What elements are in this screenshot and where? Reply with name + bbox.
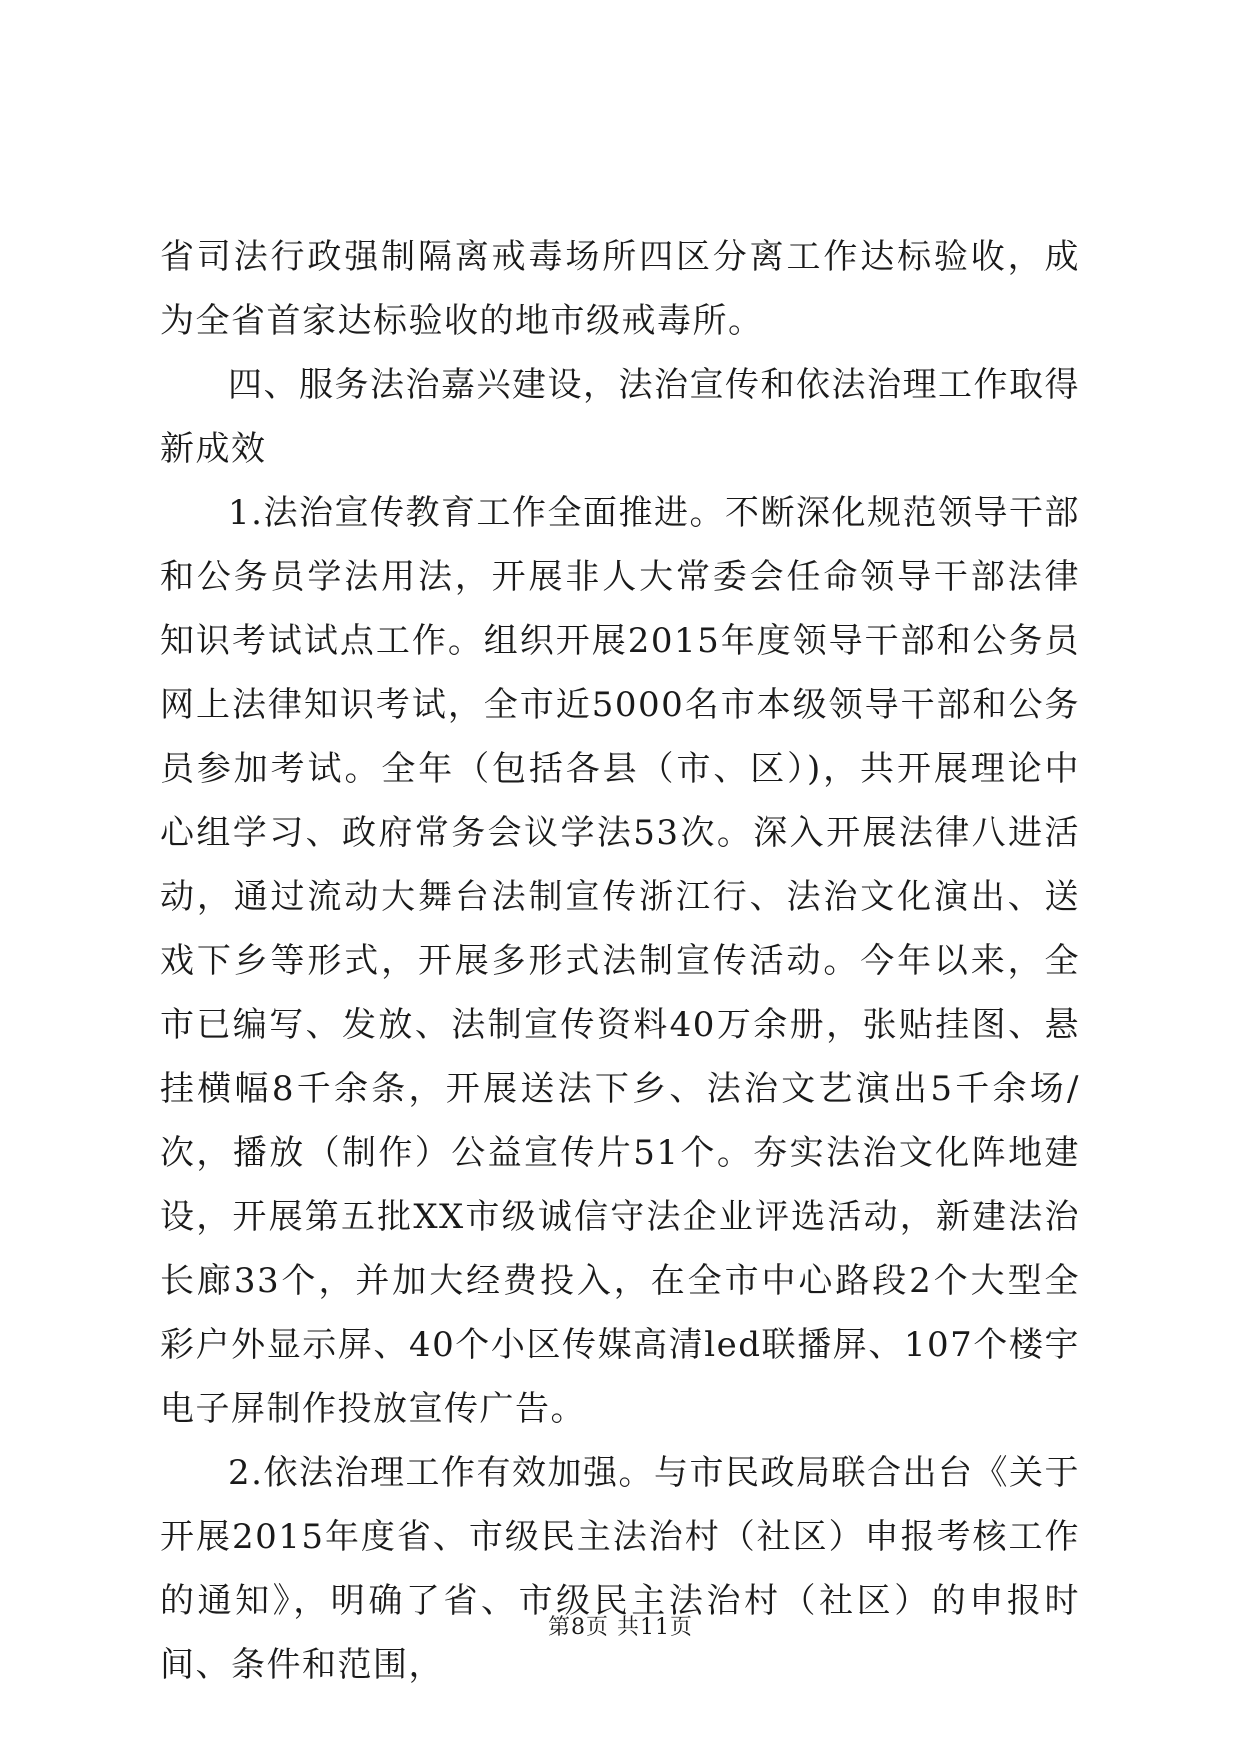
paragraph-governance: 2.依法治理工作有效加强。与市民政局联合出台《关于开展2015年度省、市级民主法治村（社区）申报考核工作的通知》，明确了省、市级民主法治村（社区）的申报时间、条件和范围， (160, 1453, 1080, 1685)
section-heading-4: 四、服务法治嘉兴建设，法治宣传和依法治理工作取得新成效 (160, 365, 1080, 469)
paragraph-1: 省司法行政强制隔离戒毒场所四区分离工作达标验收，成为全省首家达标验收的地市级戒毒所。 (160, 237, 1080, 341)
page-number-footer: 第8页 共11页 (548, 1615, 693, 1640)
paragraph-legal-publicity: 1.法治宣传教育工作全面推进。不断深化规范领导干部和公务员学法用法，开展非人大常委会任命领导干部法律知识考试试点工作。组织开展2015年度领导干部和公务员网上法律知识考试，全市近5000名市本级领导干部和公务员参加考试。全年（包括各县（市、区）)，共开展理论中心组学习、政府常务会议学法53次。深入开展法律八进活动，通过流动大舞台法制宣传浙江行、法治文化演出、送戏下乡等形式，开展多形式法制宣传活动。今年以来，全市已编写、发放、法制宣传资料40万余册，张贴挂图、悬挂横幅8千余条，开展送法下乡、法治文艺演出5千余场/次，播放（制作）公益宣传片51个。夯实法治文化阵地建设，开展第五批XX市级诚信守法企业评选活动，新建法治长廊33个，并加大经费投入，在全市中心路段2个大型全彩户外显示屏、40个小区传媒高清led联播屏、107个楼宇电子屏制作投放宣传广告。 (160, 493, 1080, 1429)
document-body (160, 225, 1080, 1697)
